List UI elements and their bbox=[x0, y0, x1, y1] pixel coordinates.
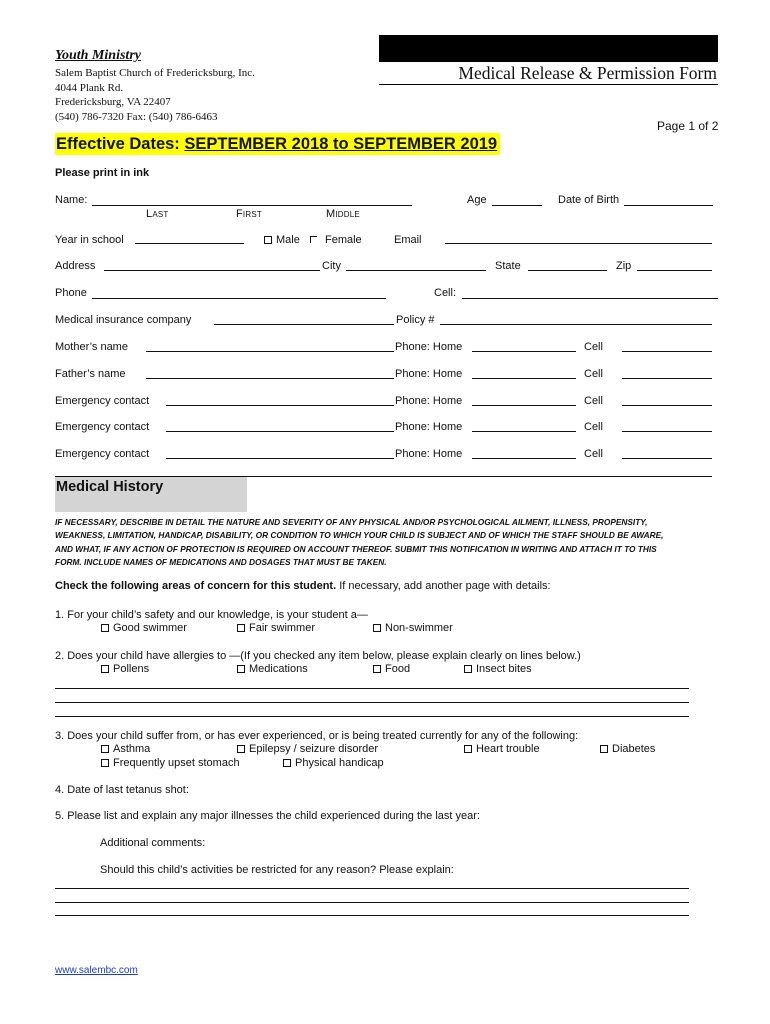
emergency-label: Emergency contact bbox=[55, 448, 150, 460]
option-label: Asthma bbox=[113, 743, 151, 755]
phone-home-label: Phone: Home bbox=[395, 395, 463, 407]
policy-field[interactable] bbox=[440, 324, 712, 325]
option-heart-trouble[interactable] bbox=[464, 743, 540, 755]
restriction-explain-line[interactable] bbox=[55, 915, 689, 916]
home-phone-field[interactable] bbox=[472, 351, 576, 352]
city-label: City bbox=[322, 260, 341, 272]
phone-field[interactable] bbox=[92, 298, 386, 299]
checkbox-icon[interactable] bbox=[237, 624, 245, 632]
father-label: Father’s name bbox=[55, 368, 126, 380]
option-pollens[interactable] bbox=[101, 663, 149, 675]
checkbox-icon[interactable] bbox=[264, 236, 272, 244]
zip-label: Zip bbox=[616, 260, 632, 272]
home-phone-field[interactable] bbox=[472, 431, 576, 432]
checkbox-icon[interactable] bbox=[600, 745, 608, 753]
insurance-field[interactable] bbox=[214, 324, 394, 325]
phone-label: Phone bbox=[55, 287, 87, 299]
checkbox-icon[interactable] bbox=[101, 624, 109, 632]
address-line: Salem Baptist Church of Fredericksburg, Inc. bbox=[55, 67, 255, 79]
age-field[interactable] bbox=[492, 205, 542, 206]
cell-field[interactable] bbox=[462, 298, 718, 299]
cell-field[interactable] bbox=[622, 431, 712, 432]
email-label: Email bbox=[394, 234, 422, 246]
option-fair-swimmer[interactable] bbox=[237, 622, 315, 634]
option-upset-stomach[interactable] bbox=[101, 757, 240, 769]
emergency-field[interactable] bbox=[166, 431, 394, 432]
effective-range: SEPTEMBER 2018 to SEPTEMBER 2019 bbox=[184, 135, 498, 153]
option-label: Food bbox=[385, 663, 411, 675]
year-label: Year in school bbox=[55, 234, 124, 246]
option-label: Fair swimmer bbox=[249, 622, 315, 634]
option-asthma[interactable] bbox=[101, 743, 150, 755]
option-medications[interactable] bbox=[237, 663, 308, 675]
cell-label: Cell bbox=[584, 395, 603, 407]
medical-history-heading bbox=[55, 477, 247, 512]
cell-field[interactable] bbox=[622, 405, 712, 406]
allergy-explain-line[interactable] bbox=[55, 688, 689, 689]
home-phone-field[interactable] bbox=[472, 458, 576, 459]
checkbox-icon[interactable] bbox=[237, 745, 245, 753]
checkbox-icon[interactable] bbox=[101, 665, 109, 673]
check-areas-bold: Check the following areas of concern for this student. bbox=[55, 580, 337, 592]
last-label: Last bbox=[146, 208, 169, 220]
address-line: Fredericksburg, VA 22407 bbox=[55, 96, 171, 108]
instruction-line: IF NECESSARY, DESCRIBE IN DETAIL THE NATURE AND SEVERITY OF ANY PHYSICAL AND/OR PSYCHOLOGICAL AILMENT, ILLNESS, PROPENSITY, bbox=[55, 517, 648, 527]
email-field[interactable] bbox=[445, 243, 712, 244]
zip-field[interactable] bbox=[637, 270, 712, 271]
middle-label: Middle bbox=[326, 208, 360, 220]
option-epilepsy[interactable] bbox=[237, 743, 378, 755]
option-diabetes[interactable] bbox=[600, 743, 655, 755]
option-label: Physical handicap bbox=[295, 757, 384, 769]
question-1: 1. For your child’s safety and our knowledge, is your student a— bbox=[55, 609, 368, 621]
option-label: Insect bites bbox=[476, 663, 532, 675]
emergency-field[interactable] bbox=[166, 405, 394, 406]
dob-label: Date of Birth bbox=[558, 194, 620, 206]
name-field[interactable] bbox=[92, 205, 412, 206]
corner-box-icon[interactable] bbox=[310, 236, 317, 243]
phone-home-label: Phone: Home bbox=[395, 341, 463, 353]
state-field[interactable] bbox=[528, 270, 607, 271]
address-field[interactable] bbox=[104, 270, 320, 271]
city-field[interactable] bbox=[346, 270, 486, 271]
age-label: Age bbox=[467, 194, 487, 206]
instruction-line: FORM. INCLUDE NAMES OF MEDICATIONS AND DOSAGES THAT MUST BE TAKEN. bbox=[55, 557, 387, 568]
checkbox-icon[interactable] bbox=[101, 745, 109, 753]
medical-history-title: Medical History bbox=[56, 479, 164, 495]
home-phone-field[interactable] bbox=[472, 405, 576, 406]
cell-field[interactable] bbox=[622, 378, 712, 379]
option-food[interactable] bbox=[373, 663, 410, 675]
address-label: Address bbox=[55, 260, 96, 272]
restriction-explain-line[interactable] bbox=[55, 902, 689, 903]
male-option[interactable] bbox=[264, 234, 300, 246]
male-label: Male bbox=[276, 234, 300, 246]
phone-home-label: Phone: Home bbox=[395, 421, 463, 433]
checkbox-icon[interactable] bbox=[464, 665, 472, 673]
cell-label: Cell: bbox=[434, 287, 457, 299]
insurance-label: Medical insurance company bbox=[55, 314, 192, 326]
emergency-label: Emergency contact bbox=[55, 421, 150, 433]
question-4: 4. Date of last tetanus shot: bbox=[55, 784, 189, 796]
phone-home-label: Phone: Home bbox=[395, 448, 463, 460]
checkbox-icon[interactable] bbox=[373, 624, 381, 632]
cell-label: Cell bbox=[584, 368, 603, 380]
print-instructions: Please print in ink bbox=[55, 167, 150, 179]
first-label: First bbox=[236, 208, 262, 220]
option-physical-handicap[interactable] bbox=[283, 757, 384, 769]
additional-comments-label: Additional comments: bbox=[100, 837, 206, 849]
page-label: Page 1 of 2 bbox=[657, 119, 719, 133]
allergy-explain-line[interactable] bbox=[55, 716, 689, 717]
form-title: Medical Release & Permission Form bbox=[379, 62, 718, 84]
effective-dates bbox=[55, 133, 500, 155]
option-label: Frequently upset stomach bbox=[113, 757, 240, 769]
cell-label: Cell bbox=[584, 421, 603, 433]
option-non-swimmer[interactable] bbox=[373, 622, 453, 634]
address-line: (540) 786-7320 Fax: (540) 786-6463 bbox=[55, 110, 218, 123]
option-label: Medications bbox=[249, 663, 308, 675]
home-phone-field[interactable] bbox=[472, 378, 576, 379]
form-title-banner bbox=[379, 35, 718, 85]
question-3: 3. Does your child suffer from, or has ever experienced, or is being treated currently for any of the following: bbox=[55, 730, 579, 742]
restriction-question: Should this child’s activities be restricted for any reason? Please explain: bbox=[100, 864, 454, 876]
checkbox-icon[interactable] bbox=[283, 759, 291, 767]
option-insect-bites[interactable] bbox=[464, 663, 532, 675]
cell-field[interactable] bbox=[622, 351, 712, 352]
year-field[interactable] bbox=[135, 243, 244, 244]
option-label: Good swimmer bbox=[113, 622, 187, 634]
cell-label: Cell bbox=[584, 448, 603, 460]
restriction-explain-line[interactable] bbox=[55, 888, 689, 889]
mother-label: Mother’s name bbox=[55, 341, 128, 353]
question-2: 2. Does your child have allergies to —(If you checked any item below, please explain clearly on lines below.) bbox=[55, 650, 581, 662]
cell-field[interactable] bbox=[622, 458, 712, 459]
female-option[interactable] bbox=[310, 234, 362, 246]
checkbox-icon[interactable] bbox=[101, 759, 109, 767]
check-areas-text bbox=[55, 580, 551, 592]
policy-label: Policy # bbox=[396, 314, 435, 326]
option-good-swimmer[interactable] bbox=[101, 622, 187, 634]
emergency-field[interactable] bbox=[166, 458, 394, 459]
effective-label: Effective Dates: bbox=[56, 135, 180, 153]
question-5: 5. Please list and explain any major illnesses the child experienced during the last year: bbox=[55, 810, 480, 822]
name-label: Name: bbox=[55, 194, 88, 206]
option-label: Heart trouble bbox=[476, 743, 540, 755]
father-field[interactable] bbox=[146, 378, 394, 379]
address-line: 4044 Plank Rd. bbox=[55, 81, 124, 94]
church-address bbox=[55, 66, 255, 124]
option-label: Diabetes bbox=[612, 743, 656, 755]
dob-field[interactable] bbox=[624, 205, 713, 206]
allergy-explain-line[interactable] bbox=[55, 702, 689, 703]
female-label: Female bbox=[325, 234, 362, 246]
checkbox-icon[interactable] bbox=[237, 665, 245, 673]
state-label: State bbox=[495, 260, 521, 272]
option-label: Non-swimmer bbox=[385, 622, 453, 634]
mother-field[interactable] bbox=[146, 351, 394, 352]
instruction-line: AND WHAT, IF ANY ACTION OF PROTECTION IS REQUIRED ON ACCOUNT THEREOF. SUBMIT THIS NOTIFICATION IN WRITING AND ATTACH IT TO THIS bbox=[55, 543, 657, 554]
cell-label: Cell bbox=[584, 341, 603, 353]
website-link[interactable]: www.salembc.com bbox=[55, 965, 138, 976]
check-areas-rest: If necessary, add another page with details: bbox=[336, 580, 551, 592]
medical-instructions bbox=[55, 516, 715, 570]
phone-home-label: Phone: Home bbox=[395, 368, 463, 380]
emergency-label: Emergency contact bbox=[55, 395, 150, 407]
org-title: Youth Ministry bbox=[55, 48, 141, 63]
option-label: Epilepsy / seizure disorder bbox=[249, 743, 379, 755]
checkbox-icon[interactable] bbox=[373, 665, 381, 673]
instruction-line: WEAKNESS, LIMITATION, HANDICAP, DISABILITY, OR CONDITION TO WHICH YOUR CHILD IS SUBJECT AND OF WHICH THE STAFF SHOULD BE AWARE, bbox=[55, 530, 664, 541]
checkbox-icon[interactable] bbox=[464, 745, 472, 753]
option-label: Pollens bbox=[113, 663, 150, 675]
